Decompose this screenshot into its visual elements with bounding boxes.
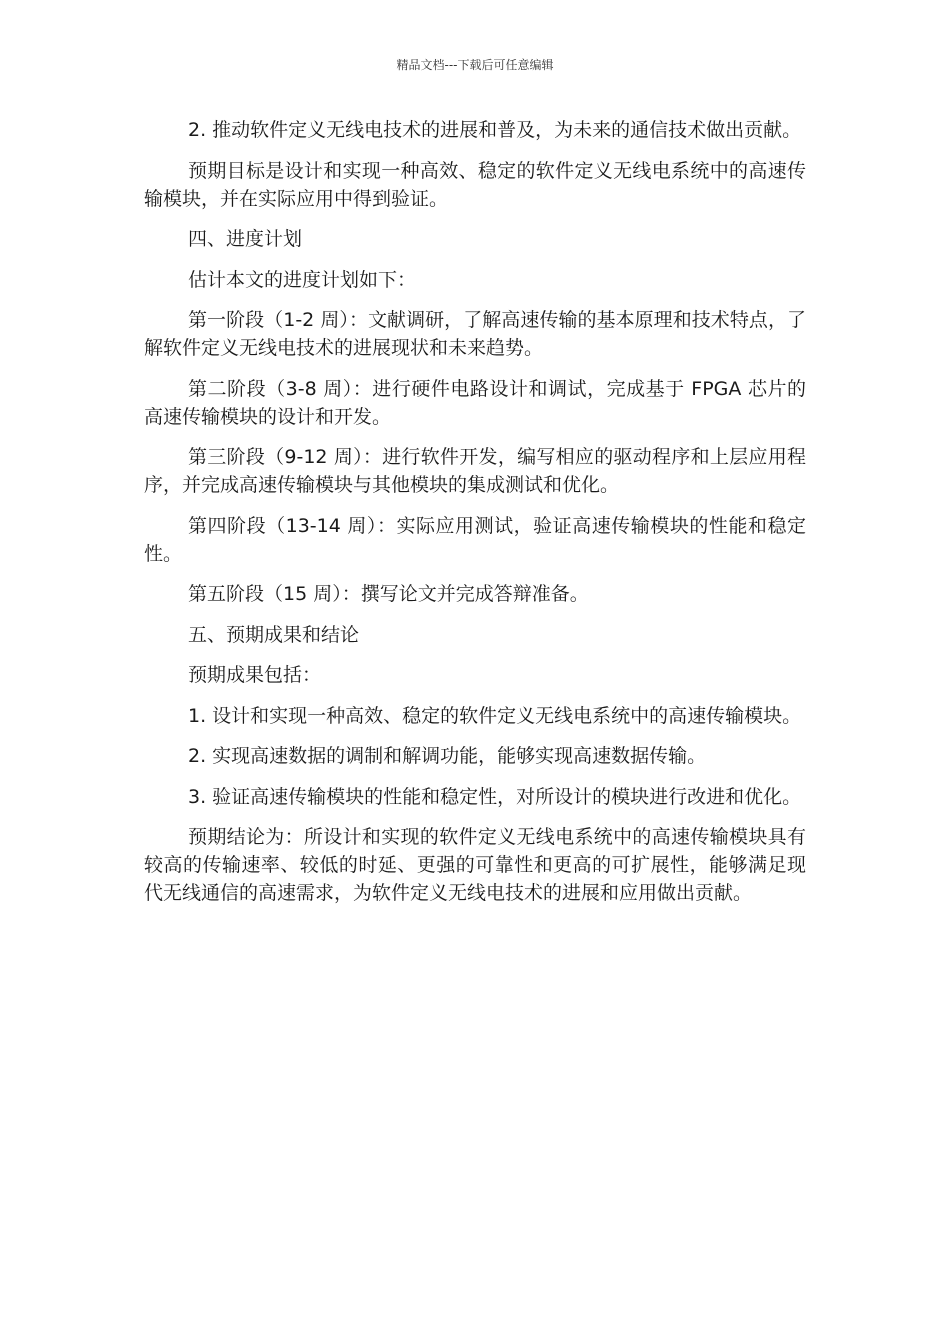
paragraph-result-1: 1. 设计和实现一种高效、稳定的软件定义无线电系统中的高速传输模块。 [188,704,802,727]
paragraph-expected-goal: 预期目标是设计和实现一种高效、稳定的软件定义无线电系统中的高速传输模块，并在实际应用中得到验证。 [144,159,806,210]
paragraph-goal-2: 2. 推动软件定义无线电技术的进展和普及，为未来的通信技术做出贡献。 [188,119,802,141]
page-header: 精品文档---下载后可任意编辑 [396,58,554,72]
section-heading-results: 五、预期成果和结论 [188,623,360,646]
paragraph-stage-5: 第五阶段（15 周）：撰写论文并完成答辩准备。 [188,583,589,605]
paragraph-result-2: 2. 实现高速数据的调制和解调功能，能够实现高速数据传输。 [188,745,707,767]
document-body [144,116,806,920]
paragraph-conclusion: 预期结论为：所设计和实现的软件定义无线电系统中的高速传输模块具有较高的传输速率、较低的时延、更强的可靠性和更高的可扩展性，能够满足现代无线通信的高速需求，为软件定义无线电技术的进展和应用做出贡献。 [144,826,806,904]
paragraph-stage-4: 第四阶段（13-14 周）：实际应用测试，验证高速传输模块的性能和稳定性。 [144,514,806,565]
paragraph-results-intro: 预期成果包括： [188,664,322,686]
paragraph-stage-1: 第一阶段（1-2 周）：文献调研，了解高速传输的基本原理和技术特点，了解软件定义无线电技术的进展现状和未来趋势。 [144,309,806,359]
paragraph-stage-2: 第二阶段（3-8 周）：进行硬件电路设计和调试，完成基于 FPGA 芯片的高速传输模块的设计和开发。 [144,377,806,428]
paragraph-stage-3: 第三阶段（9-12 周）：进行软件开发，编写相应的驱动程序和上层应用程序，并完成高速传输模块与其他模块的集成测试和优化。 [144,446,806,496]
paragraph-result-3: 3. 验证高速传输模块的性能和稳定性，对所设计的模块进行改进和优化。 [188,785,802,808]
section-heading-schedule: 四、进度计划 [188,228,303,250]
paragraph-schedule-intro: 估计本文的进度计划如下： [188,268,417,291]
